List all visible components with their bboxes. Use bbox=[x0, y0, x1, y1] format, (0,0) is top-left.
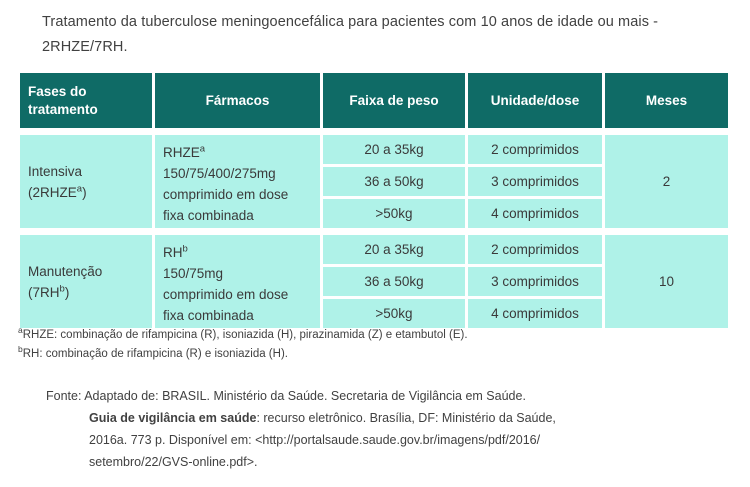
source-citation bbox=[46, 385, 706, 473]
farmaco-nome: RHZE bbox=[163, 145, 200, 160]
table-row bbox=[20, 235, 728, 328]
column-header-dose: Unidade/dose bbox=[468, 73, 602, 128]
cell-farmaco bbox=[155, 235, 320, 328]
source-line-2-rest: : recurso eletrônico. Brasília, DF: Ministério da Saúde, bbox=[256, 411, 556, 425]
fase-nome: Manutenção bbox=[28, 263, 103, 279]
fase-sigla-superscript: a bbox=[76, 183, 83, 194]
farmaco-forma-linha2: fixa combinada bbox=[163, 308, 254, 323]
farmaco-nome: RH bbox=[163, 245, 183, 260]
fase-sigla-superscript: b bbox=[59, 283, 65, 294]
table-header-row bbox=[20, 73, 728, 128]
peso-value: 20 a 35kg bbox=[323, 235, 465, 264]
peso-value: 20 a 35kg bbox=[323, 135, 465, 164]
fase-sigla-pre: (7RH bbox=[28, 284, 60, 300]
dose-value: 3 comprimidos bbox=[468, 167, 602, 196]
dose-value: 4 comprimidos bbox=[468, 299, 602, 328]
footnote-b bbox=[18, 345, 718, 364]
peso-value: >50kg bbox=[323, 299, 465, 328]
column-header-farmacos: Fármacos bbox=[155, 73, 320, 128]
peso-value: 36 a 50kg bbox=[323, 267, 465, 296]
fase-sigla-post: ) bbox=[64, 284, 70, 300]
farmaco-forma-linha2: fixa combinada bbox=[163, 208, 254, 223]
farmaco-superscript: b bbox=[182, 243, 188, 255]
farmaco-dosagem: 150/75/400/275mg bbox=[163, 166, 276, 181]
footnote-marker-b: b bbox=[18, 344, 23, 355]
source-document-title: Guia de vigilância em saúde bbox=[89, 411, 257, 425]
cell-dose-group bbox=[468, 235, 602, 328]
cell-fase bbox=[20, 235, 152, 328]
source-line-2 bbox=[46, 407, 706, 429]
footnote-text-b: RH: combinação de rifampicina (R) e isoniazida (H). bbox=[22, 348, 288, 360]
cell-peso-group bbox=[323, 235, 465, 328]
fase-sigla bbox=[28, 182, 87, 203]
farmaco-superscript: a bbox=[199, 143, 206, 155]
peso-value: 36 a 50kg bbox=[323, 167, 465, 196]
cell-meses: 10 bbox=[605, 235, 728, 328]
cell-meses: 2 bbox=[605, 135, 728, 228]
farmaco-forma-linha1: comprimido em dose bbox=[163, 187, 289, 202]
column-header-peso: Faixa de peso bbox=[323, 73, 465, 128]
source-line-4: setembro/22/GVS-online.pdf>. bbox=[89, 455, 258, 469]
farmaco-dosagem: 150/75mg bbox=[163, 266, 224, 281]
table-row bbox=[20, 135, 728, 228]
fase-nome: Intensiva bbox=[28, 163, 83, 179]
cell-peso-group bbox=[323, 135, 465, 228]
cell-fase bbox=[20, 135, 152, 228]
fase-sigla-pre: (2RHZE bbox=[28, 184, 77, 200]
cell-dose-group bbox=[468, 135, 602, 228]
peso-value: >50kg bbox=[323, 199, 465, 228]
farmaco-sigla bbox=[163, 242, 288, 263]
dose-value: 3 comprimidos bbox=[468, 267, 602, 296]
source-line-1: Fonte: Adaptado de: BRASIL. Ministério da Saúde. Secretaria de Vigilância em Saúde. bbox=[46, 389, 526, 403]
footnotes bbox=[18, 326, 718, 364]
footnote-text-a: RHZE: combinação de rifampicina (R), isoniazida (H), pirazinamida (Z) e etambutol (E). bbox=[22, 329, 468, 341]
footnote-a bbox=[18, 326, 718, 345]
fase-sigla-post: ) bbox=[82, 184, 87, 200]
page-title: Tratamento da tuberculose meningoencefálica para pacientes com 10 anos de idade ou mais - 2RHZE/7RH. bbox=[42, 14, 659, 55]
dose-value: 2 comprimidos bbox=[468, 235, 602, 264]
farmaco-sigla bbox=[163, 142, 288, 163]
farmaco-forma-linha1: comprimido em dose bbox=[163, 287, 289, 302]
cell-farmaco bbox=[155, 135, 320, 228]
footnote-marker-a: a bbox=[18, 325, 23, 336]
column-header-meses: Meses bbox=[605, 73, 728, 128]
source-line-3: 2016a. 773 p. Disponível em: <http://portalsaude.saude.gov.br/imagens/pdf/2016/ bbox=[89, 433, 541, 447]
fase-sigla bbox=[28, 282, 102, 303]
treatment-table bbox=[20, 73, 728, 328]
dose-value: 2 comprimidos bbox=[468, 135, 602, 164]
column-header-fases: Fases do tratamento bbox=[20, 73, 152, 128]
dose-value: 4 comprimidos bbox=[468, 199, 602, 228]
